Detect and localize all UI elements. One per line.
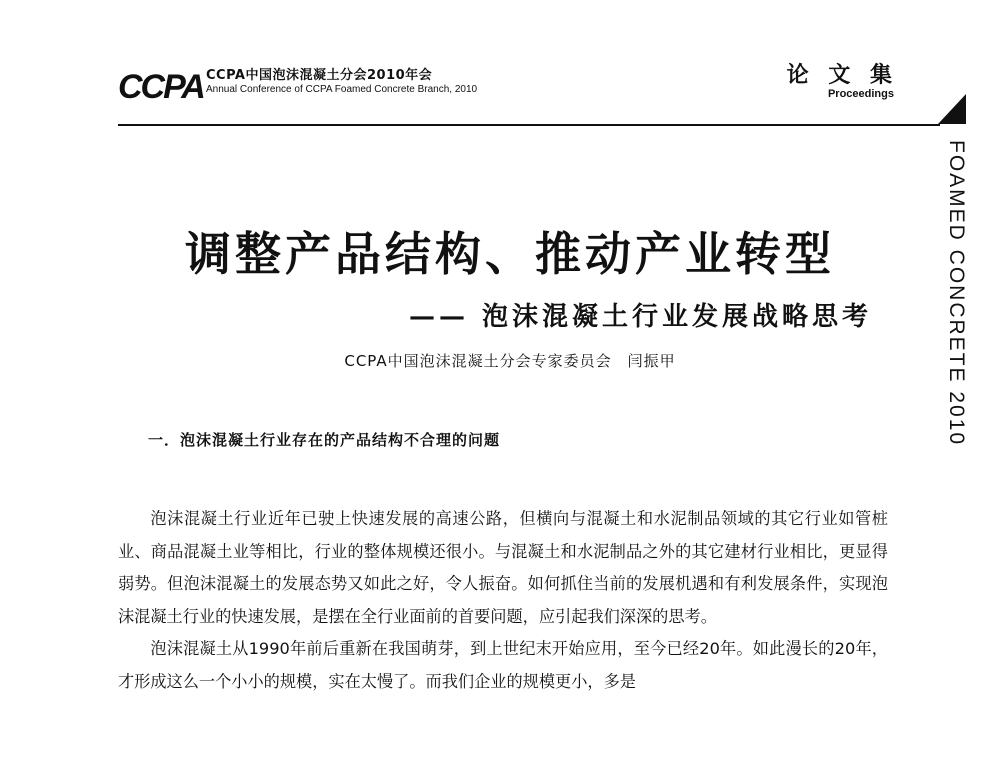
side-label: FOAMED CONCRETE 2010 <box>945 140 968 447</box>
article-title: 调整产品结构、推动产业转型 <box>185 227 835 281</box>
conference-title-en: Annual Conference of CCPA Foamed Concrete Branch, 2010 <box>206 84 478 95</box>
proceedings-title-en: Proceedings <box>827 88 894 100</box>
header-rule <box>118 124 940 126</box>
paragraph-2: 泡沫混凝土从1990年前后重新在我国萌芽，到上世纪末开始应用，至今已经20年。如此漫长的20年，才形成这么一个小小的规模，实在太慢了。而我们企业的规模更小，多是 <box>118 639 888 691</box>
paragraph-1: 泡沫混凝土行业近年已驶上快速发展的高速公路，但横向与混凝土和水泥制品领域的其它行业如管桩业、商品混凝土业等相比，行业的整体规模还很小。与混凝土和水泥制品之外的其它建材行业相比，更显得弱势。但泡沫混凝土的发展态势又如此之好，令人振奋。如何抓住当前的发展机遇和有利发展条件，实现泡沫混凝土行业的快速发展，是摆在全行业面前的首要问题，应引起我们深深的思考。 <box>118 509 888 626</box>
article-subtitle: —— 泡沫混凝土行业发展战略思考 <box>408 302 872 332</box>
section-heading: 一．泡沫混凝土行业存在的产品结构不合理的问题 <box>148 431 501 449</box>
article-body <box>118 503 888 698</box>
page-header <box>118 58 898 118</box>
corner-triangle-icon <box>938 94 966 124</box>
ccpa-logo: CCPA <box>118 68 204 106</box>
conference-title-cn: CCPA中国泡沫混凝土分会2010年会 <box>206 68 433 83</box>
proceedings-title-cn: 论 文 集 <box>786 63 898 88</box>
article-author: CCPA中国泡沫混凝土分会专家委员会 闫振甲 <box>344 352 676 370</box>
